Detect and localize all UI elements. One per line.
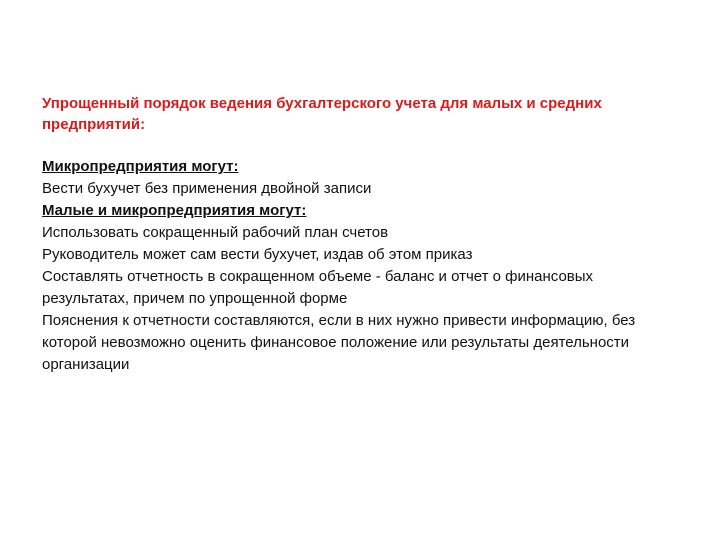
spacer xyxy=(42,135,682,156)
heading-small-and-micro-enterprises: Малые и микропредприятия могут: xyxy=(42,202,307,219)
text-line: Использовать сокращенный рабочий план счетов xyxy=(42,224,389,241)
text-line: Руководитель может сам вести бухучет, издав об этом приказ xyxy=(42,246,473,263)
text-line: Составлять отчетность в сокращенном объеме - баланс и отчет о финансовых результатах, причем по упрощенной форме xyxy=(42,268,594,307)
body-text xyxy=(42,156,682,376)
heading-micro-enterprises: Микропредприятия могут: xyxy=(42,158,239,175)
text-line: Пояснения к отчетности составляются, если в них нужно привести информацию, без которой невозможно оценить финансовое положение или результаты деятельности организации xyxy=(42,312,636,373)
slide-title: Упрощенный порядок ведения бухгалтерского учета для малых и средних предприятий: xyxy=(42,95,602,133)
slide-content xyxy=(42,93,682,376)
text-line: Вести бухучет без применения двойной записи xyxy=(42,180,372,197)
